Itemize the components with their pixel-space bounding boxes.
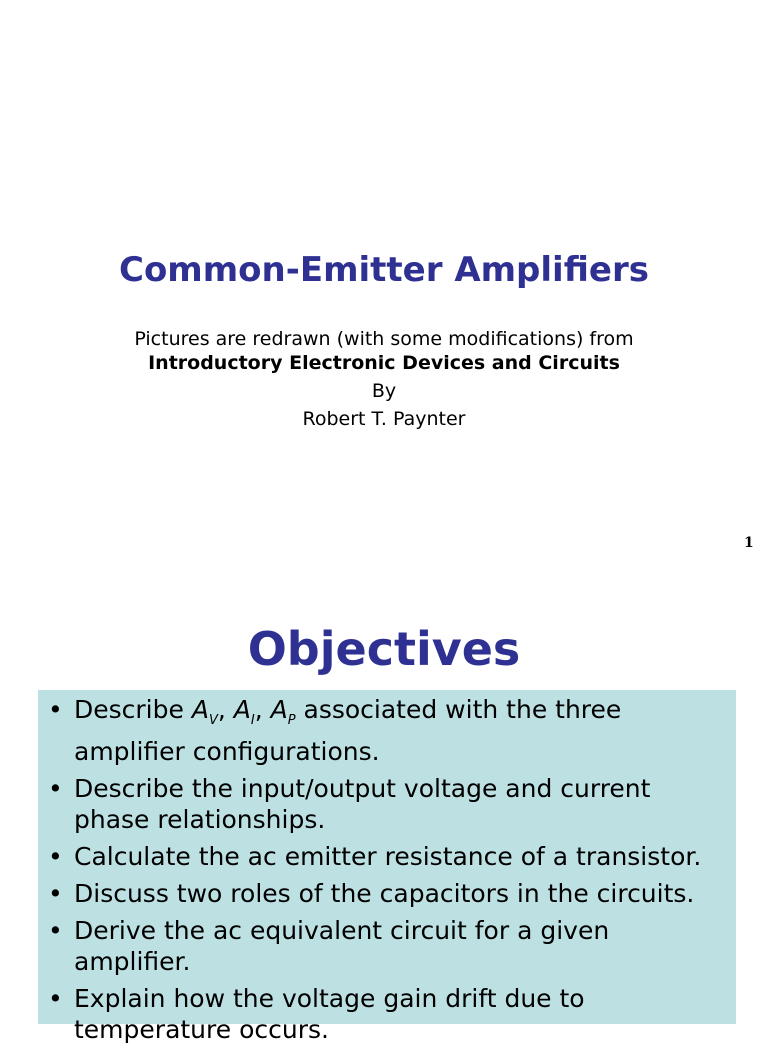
- objective-item: [38, 773, 736, 835]
- objective-item: [38, 841, 736, 872]
- objective-text: Describe the input/output voltage and current phase relationships.: [74, 774, 651, 834]
- objectives-title: Objectives: [247, 622, 521, 676]
- objective-text: Explain how the voltage gain drift due to temperature occurs.: [74, 984, 585, 1044]
- separator: ,: [217, 695, 234, 724]
- bullet-icon: •: [48, 916, 63, 945]
- separator: ,: [254, 695, 271, 724]
- gain-symbol-av: [191, 695, 218, 728]
- gain-symbol-ap: [270, 695, 296, 728]
- objective-text-suffix: associated with the three amplifier configurations.: [74, 695, 622, 766]
- bullet-icon: •: [48, 695, 63, 724]
- objectives-list: [38, 690, 736, 1045]
- bullet-icon: •: [48, 984, 63, 1013]
- credit-line: Pictures are redrawn (with some modifications) from: [134, 328, 634, 350]
- gain-symbol-letter: A: [191, 695, 209, 724]
- bullet-icon: •: [48, 774, 63, 803]
- gain-symbol-subscript: P: [287, 713, 296, 728]
- objective-text: Derive the ac equivalent circuit for a given amplifier.: [74, 916, 610, 976]
- objective-text: Discuss two roles of the capacitors in the circuits.: [74, 879, 695, 908]
- objective-text: Calculate the ac emitter resistance of a transistor.: [74, 842, 702, 871]
- source-credits: [0, 327, 768, 431]
- bullet-icon: •: [48, 879, 63, 908]
- objectives-box: [38, 690, 736, 1044]
- slide-title: Common-Emitter Amplifiers: [119, 250, 649, 290]
- gain-symbol-subscript: I: [250, 713, 255, 728]
- gain-symbol-letter: A: [270, 695, 288, 724]
- gain-symbol-letter: A: [233, 695, 251, 724]
- objective-item: [38, 694, 736, 767]
- page-number: 1: [744, 535, 754, 551]
- gain-symbol-ai: [233, 695, 255, 728]
- gain-symbol-subscript: V: [208, 713, 218, 728]
- by-label: By: [371, 380, 397, 402]
- objective-item: [38, 878, 736, 909]
- objective-item: [38, 983, 736, 1045]
- book-title: Introductory Electronic Devices and Circuits: [148, 352, 620, 374]
- objective-text-prefix: Describe: [74, 695, 192, 724]
- author-name: Robert T. Paynter: [302, 408, 466, 430]
- bullet-icon: •: [48, 842, 63, 871]
- objective-item: [38, 915, 736, 977]
